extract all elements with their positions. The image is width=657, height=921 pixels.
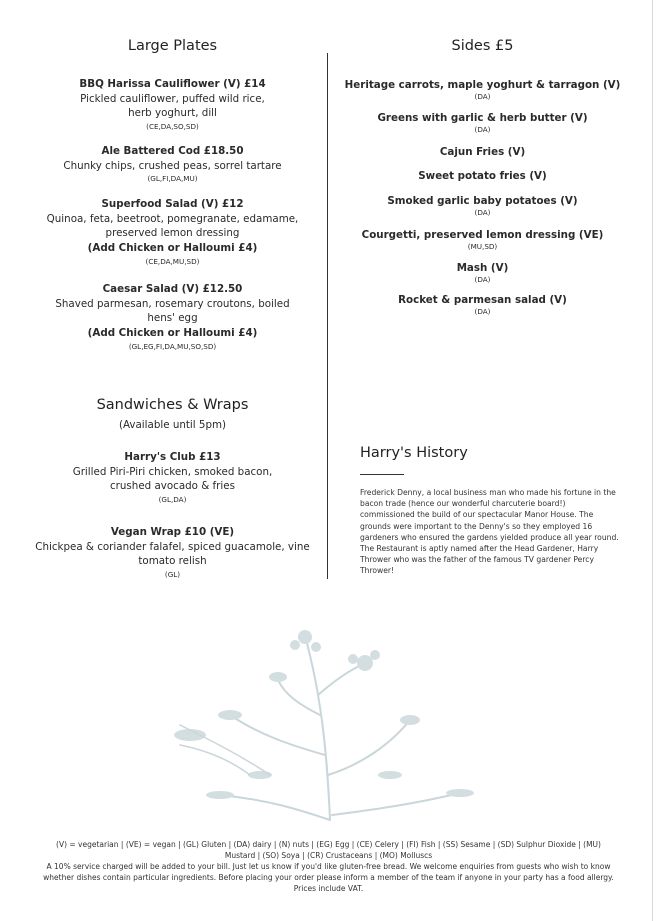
item-allergens: (MU,SD) xyxy=(467,241,498,251)
item-desc: preserved lemon dressing xyxy=(105,227,240,240)
item-desc: crushed avocado & fries xyxy=(110,480,235,493)
sandwiches-subheading: (Available until 5pm) xyxy=(118,419,227,431)
history-body: Frederick Denny, a local business man who made his fortune in the bacon trade (hence our wonderful charcuterie board!) commissioned the build of our spectacular Manor House. The grounds were important to the Denny's so they employed 16 gardeners who ensured the gardens yielded produce all year round. The Restaurant is aptly named after the Head Gardener, Harry Thrower who was the father of the famous TV gardener Percy Thrower! xyxy=(360,488,619,576)
item-title: Greens with garlic & herb butter (V) xyxy=(377,112,588,124)
item-title: Heritage carrots, maple yoghurt & tarragon (V) xyxy=(344,79,621,91)
item-title: Cajun Fries (V) xyxy=(439,146,526,158)
item-title: BBQ Harissa Cauliflower (V) £14 xyxy=(79,78,266,90)
menu-item xyxy=(20,77,325,132)
history-underline xyxy=(360,474,404,475)
menu-item xyxy=(20,525,325,580)
item-desc: Shaved parmesan, rosemary croutons, boiled xyxy=(55,297,290,310)
item-title: Mash (V) xyxy=(456,262,509,274)
side-item xyxy=(335,293,630,316)
item-extra: (Add Chicken or Halloumi £4) xyxy=(87,242,258,255)
item-desc: Chickpea & coriander falafel, spiced guacamole, vine xyxy=(35,540,310,553)
item-allergens: (DA) xyxy=(474,124,491,134)
sandwiches-heading: Sandwiches & Wraps xyxy=(96,397,249,413)
item-title: Rocket & parmesan salad (V) xyxy=(398,294,567,306)
sides-heading: Sides £5 xyxy=(451,38,514,54)
item-allergens: (DA) xyxy=(474,91,491,101)
botanical-illustration xyxy=(160,625,490,825)
item-desc: tomato relish xyxy=(138,555,207,568)
item-allergens: (DA) xyxy=(474,207,491,217)
item-extra: (Add Chicken or Halloumi £4) xyxy=(87,327,258,340)
item-title: Superfood Salad (V) £12 xyxy=(101,198,244,210)
side-item xyxy=(335,261,630,284)
item-title: Sweet potato fries (V) xyxy=(418,170,547,182)
menu-item xyxy=(20,144,325,184)
item-title: Vegan Wrap £10 (VE) xyxy=(110,526,235,538)
side-item xyxy=(335,169,630,184)
footer xyxy=(40,839,617,894)
side-item xyxy=(335,78,630,101)
item-desc: Pickled cauliflower, puffed wild rice, xyxy=(80,92,265,105)
page-edge xyxy=(652,0,653,921)
item-desc: Chunky chips, crushed peas, sorrel tartare xyxy=(63,159,282,172)
side-item xyxy=(335,228,630,251)
item-desc: herb yoghurt, dill xyxy=(128,107,217,120)
item-allergens: (DA) xyxy=(474,274,491,284)
item-desc: hens' egg xyxy=(147,312,198,325)
item-desc: Quinoa, feta, beetroot, pomegranate, edamame, xyxy=(46,212,299,225)
allergen-key: (V) = vegetarian | (VE) = vegan | (GL) Gluten | (DA) dairy | (N) nuts | (EG) Egg | (CE) Celery | (FI) Fish | (SS) Sesame | (SD) Sulphur Dioxide | (MU) Mustard | (SO) Soya | (CR) Crustaceans | (MO) Molluscs xyxy=(56,840,601,860)
side-item xyxy=(335,194,630,217)
item-allergens: (GL,DA) xyxy=(158,495,187,505)
side-item xyxy=(335,145,630,160)
item-allergens: (GL,EG,FI,DA,MU,SO,SD) xyxy=(128,341,217,351)
menu-item xyxy=(20,282,325,352)
item-title: Ale Battered Cod £18.50 xyxy=(101,145,244,157)
item-title: Smoked garlic baby potatoes (V) xyxy=(387,195,578,207)
item-allergens: (GL,FI,DA,MU) xyxy=(147,174,198,184)
side-item xyxy=(335,111,630,134)
item-title: Courgetti, preserved lemon dressing (VE) xyxy=(361,229,604,241)
item-title: Caesar Salad (V) £12.50 xyxy=(102,283,243,295)
item-allergens: (GL) xyxy=(164,570,181,580)
menu-item xyxy=(20,197,325,267)
column-divider xyxy=(327,53,328,579)
history-heading: Harry's History xyxy=(360,445,468,461)
item-desc: Grilled Piri-Piri chicken, smoked bacon, xyxy=(72,465,273,478)
item-allergens: (CE,DA,MU,SD) xyxy=(145,256,200,266)
menu-item xyxy=(20,450,325,505)
large-plates-heading: Large Plates xyxy=(127,38,218,54)
item-allergens: (CE,DA,SO,SD) xyxy=(146,122,199,132)
item-title: Harry's Club £13 xyxy=(124,451,221,463)
service-notice: A 10% service charged will be added to your bill. Just let us know if you'd like gluten-free bread. We welcome enquiries from guests who wish to know whether dishes contain particular ingredients. Before placing your order please inform a member of the team if anyone in your party has a food allergy. Prices include VAT. xyxy=(43,862,614,893)
item-allergens: (DA) xyxy=(474,306,491,316)
